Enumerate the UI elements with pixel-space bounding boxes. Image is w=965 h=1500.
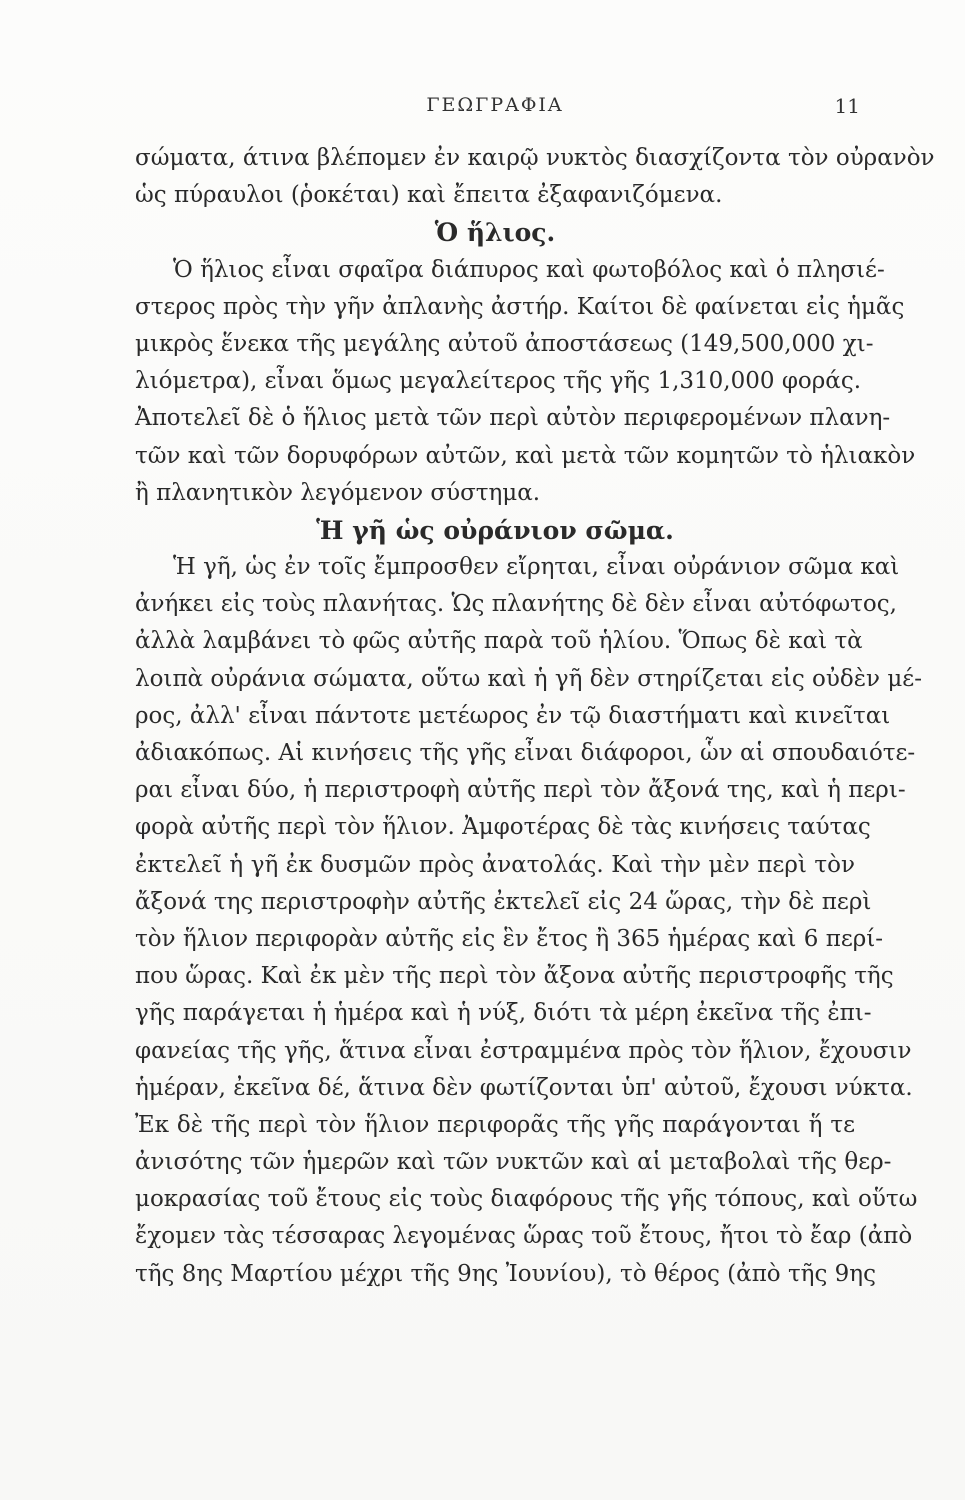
section-heading-sun: Ὁ ἥλιος.	[434, 218, 556, 248]
text-line: ἀλλὰ λαμβάνει τὸ φῶς αὐτῆς παρὰ τοῦ ἡλίου. Ὅπως δὲ καὶ τὰ	[135, 628, 863, 655]
running-head	[135, 94, 860, 124]
text-line: γῆς παράγεται ἡ ἡμέρα καὶ ἡ νύξ, διότι τὰ μέρη ἐκεῖνα τῆς ἐπι-	[135, 1000, 872, 1027]
text-line: ρος, ἀλλ' εἶναι πάντοτε μετέωρος ἐν τῷ διαστήματι καὶ κινεῖται	[135, 702, 891, 729]
body-text	[135, 140, 935, 1293]
text-line: λοιπὰ οὐράνια σώματα, οὕτω καὶ ἡ γῆ δὲν στηρίζεται εἰς οὐδὲν μέ-	[135, 665, 922, 692]
text-line: τὸν ἥλιον περιφορὰν αὐτῆς εἰς ἓν ἔτος ἢ 365 ἡμέρας καὶ 6 περί-	[135, 925, 884, 952]
text-line: ραι εἶναι δύο, ἡ περιστροφὴ αὐτῆς περὶ τὸν ἄξονά της, καὶ ἡ περι-	[135, 777, 906, 804]
text-line: Ἀποτελεῖ δὲ ὁ ἥλιος μετὰ τῶν περὶ αὐτὸν περιφερομένων πλανη-	[135, 405, 891, 432]
text-line: ἐκτελεῖ ἡ γῆ ἐκ δυσμῶν πρὸς ἀνατολάς. Καὶ τὴν μὲν περὶ τὸν	[135, 851, 855, 878]
text-line: μοκρασίας τοῦ ἔτους εἰς τοὺς διαφόρους τῆς γῆς τόπους, καὶ οὕτω	[135, 1186, 918, 1213]
text-line: ὡς πύραυλοι (ῥοκέται) καὶ ἔπειτα ἐξαφανιζόμενα.	[135, 182, 723, 209]
text-line: Ὁ ἥλιος εἶναι σφαῖρα διάπυρος καὶ φωτοβόλος καὶ ὁ πλησιέ-	[173, 256, 885, 283]
text-line: λιόμετρα), εἶναι ὅμως μεγαλείτερος τῆς γῆς 1,310,000 φοράς.	[135, 368, 862, 395]
text-line: ἄξονά της περιστροφὴν αὐτῆς ἐκτελεῖ εἰς 24 ὥρας, τὴν δὲ περὶ	[135, 888, 872, 915]
text-line: Ἐκ δὲ τῆς περὶ τὸν ἥλιον περιφορᾶς τῆς γῆς παράγονται ἥ τε	[135, 1111, 855, 1138]
section-heading-earth: Ἡ γῆ ὡς οὐράνιον σῶμα.	[316, 515, 674, 545]
text-line: τῶν καὶ τῶν δορυφόρων αὐτῶν, καὶ μετὰ τῶν κομητῶν τὸ ἡλιακὸν	[135, 442, 916, 469]
text-line: Ἡ γῆ, ὡς ἐν τοῖς ἔμπροσθεν εἴρηται, εἶναι οὐράνιον σῶμα καὶ	[173, 554, 900, 581]
text-line: μικρὸς ἕνεκα τῆς μεγάλης αὐτοῦ ἀποστάσεως (149,500,000 χι-	[135, 330, 874, 357]
text-line: ἡμέραν, ἐκεῖνα δέ, ἅτινα δὲν φωτίζονται ὑπ' αὐτοῦ, ἔχουσι νύκτα.	[135, 1074, 913, 1101]
text-line: σώματα, άτινα βλέπομεν ἐν καιρῷ νυκτὸς διασχίζοντα τὸν οὐρανὸν	[135, 145, 935, 171]
text-line: τῆς 8ης Μαρτίου μέχρι τῆς 9ης Ἰουνίου), τὸ θέρος (ἀπὸ τῆς 9ης	[135, 1260, 876, 1287]
text-line: φορὰ αὐτῆς περὶ τὸν ἥλιον. Ἀμφοτέρας δὲ τὰς κινήσεις ταύτας	[135, 814, 871, 841]
text-line: ἀδιακόπως. Αἱ κινήσεις τῆς γῆς εἶναι διάφοροι, ὧν αἱ σπουδαιότε-	[135, 740, 916, 766]
text-line: ἀνισότης τῶν ἡμερῶν καὶ τῶν νυκτῶν καὶ αἱ μεταβολαὶ τῆς θερ-	[135, 1149, 892, 1176]
text-line: ἔχομεν τὰς τέσσαρας λεγομένας ὥρας τοῦ ἔτους, ἤτοι τὸ ἔαρ (ἀπὸ	[135, 1223, 913, 1250]
running-title: ΓΕΩΓΡΑΦΙΑ	[426, 94, 564, 116]
text-line: που ὥρας. Καὶ ἐκ μὲν τῆς περὶ τὸν ἄξονα αὐτῆς περιστροφῆς τῆς	[135, 963, 894, 990]
text-line: στερος πρὸς τὴν γῆν ἀπλανὴς ἀστήρ. Καίτοι δὲ φαίνεται εἰς ἡμᾶς	[135, 293, 905, 320]
text-line: ἢ πλανητικὸν λεγόμενον σύστημα.	[135, 479, 541, 506]
page-number: 11	[834, 94, 860, 118]
text-line: ἀνήκει εἰς τοὺς πλανήτας. Ὡς πλανήτης δὲ δὲν εἶναι αὐτόφωτος,	[135, 591, 897, 618]
text-line: φανείας τῆς γῆς, ἅτινα εἶναι ἐστραμμένα πρὸς τὸν ἥλιον, ἔχουσιν	[135, 1037, 912, 1064]
